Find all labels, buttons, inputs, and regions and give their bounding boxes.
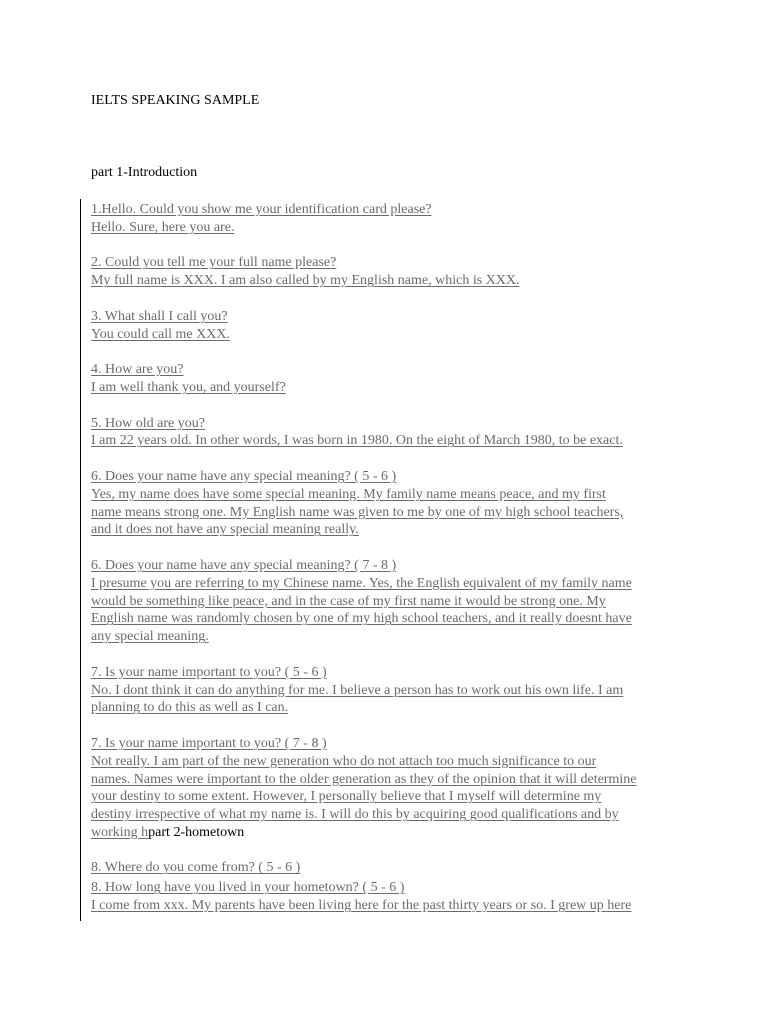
qa-item [91,201,691,237]
answer-line: I presume you are referring to my Chinese name. Yes, the English equivalent of my family name [91,575,632,591]
answer-line: any special meaning. [91,629,209,645]
answer-line: Yes, my name does have some special meaning. My family name means peace, and my first [91,486,606,502]
tracked-text-fragment: working h [91,824,149,840]
question-line: 2. Could you tell me your full name please? [91,255,337,271]
question-line: 6. Does your name have any special meaning? ( 5 - 6 ) [91,468,397,484]
qa-item [91,361,691,397]
qa-item [91,664,691,717]
mixed-revision-line [91,824,691,842]
question-line: 1.Hello. Could you show me your identification card please? [91,202,432,217]
answer-line: Hello. Sure, here you are. [91,219,235,235]
qa-item [91,557,691,646]
answer-line: would be something like peace, and in the case of my first name it would be strong one. My [91,593,606,609]
question-line: 6. Does your name have any special meaning? ( 7 - 8 ) [91,557,397,573]
answer-line: English name was randomly chosen by one of my high school teachers, and it really doesnt have [91,611,632,627]
question-line: 5. How old are you? [91,415,205,431]
answer-line: No. I dont think it can do anything for me. I believe a person has to work out his own life. I am [91,682,624,698]
qa-item [91,254,691,290]
answer-line: destiny irrespective of what my name is. I will do this by acquiring good qualifications and by [91,807,619,823]
qa-item [91,308,691,344]
qa-item [91,879,691,915]
qa-item [91,468,691,539]
answer-line: You could call me XXX. [91,326,230,342]
question-line: 7. Is your name important to you? ( 5 - 6 ) [91,664,327,680]
revision-change-bar [80,199,81,921]
question-line: 7. Is your name important to you? ( 7 - 8 ) [91,735,327,751]
section-heading: part 1-Introduction [91,165,198,180]
answer-line: I come from xxx. My parents have been living here for the past thirty years or so. I grew up here [91,898,632,914]
answer-line: names. Names were important to the older generation as they of the opinion that it will determine [91,771,637,787]
answer-line: and it does not have any special meaning really. [91,522,359,538]
answer-line: planning to do this as well as I can. [91,700,289,716]
question-line: 8. Where do you come from? ( 5 - 6 ) [91,860,301,876]
inserted-heading-fragment: part 2-hometown [148,824,245,840]
qa-item [91,415,691,451]
answer-line: name means strong one. My English name was given to me by one of my high school teachers, [91,504,624,520]
document-title: IELTS SPEAKING SAMPLE [91,93,260,108]
tracked-changes-block [91,201,691,933]
question-line: 8. How long have you lived in your hometown? ( 5 - 6 ) [91,880,405,896]
question-line: 4. How are you? [91,362,184,378]
answer-line: your destiny to some extent. However, I personally believe that I myself will determine my [91,789,602,805]
question-line: 3. What shall I call you? [91,308,228,324]
answer-line: My full name is XXX. I am also called by my English name, which is XXX. [91,273,520,289]
qa-item [91,859,691,877]
answer-line: I am 22 years old. In other words, I was born in 1980. On the eight of March 1980, to be exact. [91,433,623,449]
qa-item [91,735,691,842]
answer-line: Not really. I am part of the new generation who do not attach too much significance to our [91,753,597,769]
answer-line: I am well thank you, and yourself? [91,379,286,395]
